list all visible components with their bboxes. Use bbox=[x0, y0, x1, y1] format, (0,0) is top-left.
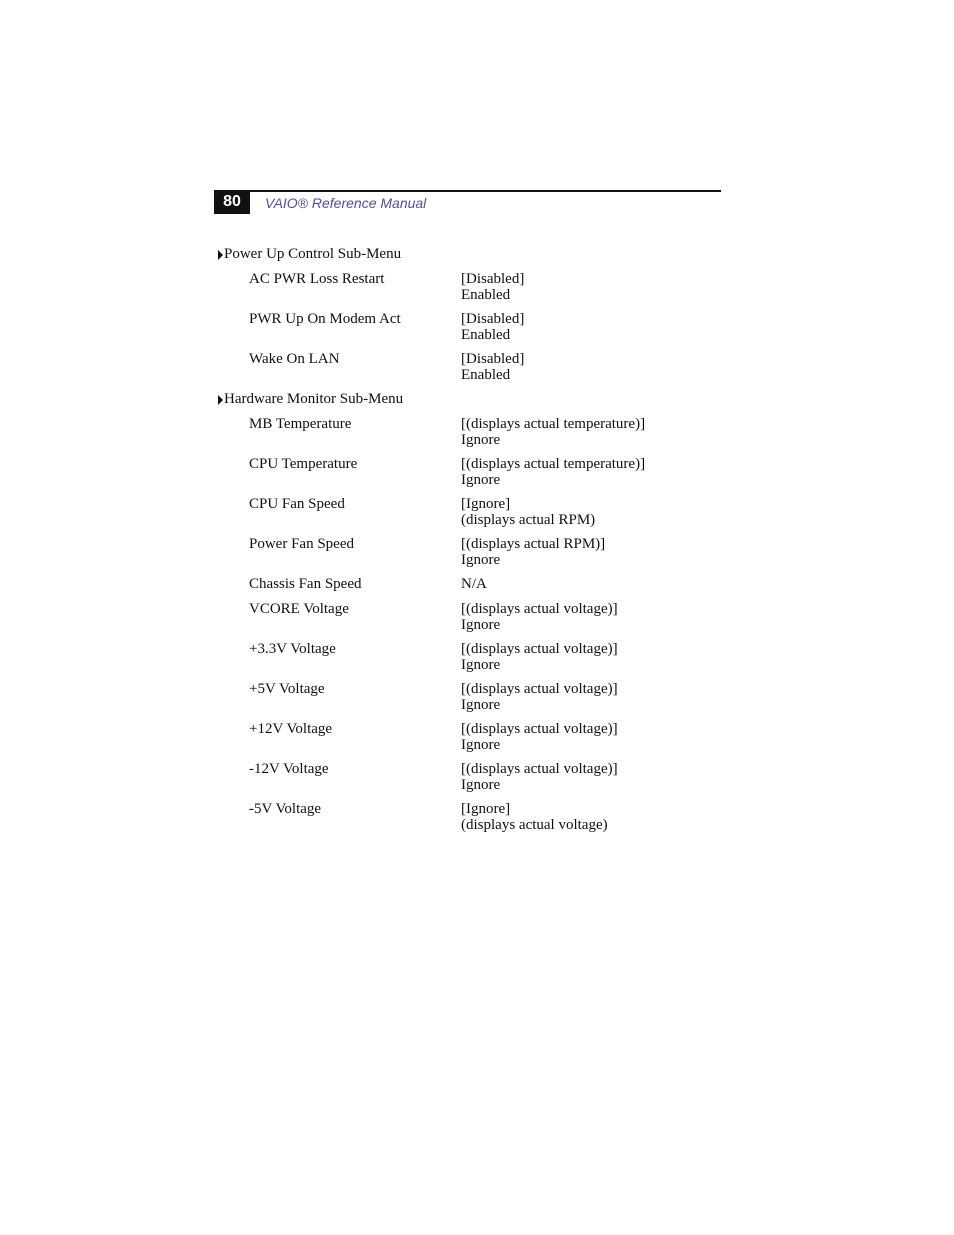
setting-label: -12V Voltage bbox=[249, 761, 329, 777]
setting-options bbox=[461, 456, 738, 488]
setting-label: +5V Voltage bbox=[249, 681, 325, 697]
setting-row bbox=[249, 641, 738, 673]
setting-label: Power Fan Speed bbox=[249, 536, 354, 552]
setting-option: [(displays actual temperature)] bbox=[461, 416, 646, 432]
setting-label: PWR Up On Modem Act bbox=[249, 311, 401, 327]
setting-label: AC PWR Loss Restart bbox=[249, 271, 385, 287]
setting-option: Ignore bbox=[461, 697, 501, 713]
setting-option: Ignore bbox=[461, 617, 501, 633]
setting-option: [(displays actual voltage)] bbox=[461, 641, 618, 657]
setting-row bbox=[249, 721, 738, 753]
setting-option: N/A bbox=[461, 576, 487, 592]
menu-content bbox=[218, 246, 738, 841]
setting-label: +3.3V Voltage bbox=[249, 641, 336, 657]
setting-option: [Disabled] bbox=[461, 271, 525, 287]
triangle-bullet-icon bbox=[218, 395, 223, 405]
setting-options bbox=[461, 641, 738, 673]
setting-option: [Disabled] bbox=[461, 311, 525, 327]
setting-options bbox=[461, 351, 738, 383]
setting-option: Ignore bbox=[461, 737, 501, 753]
setting-option: [(displays actual voltage)] bbox=[461, 761, 618, 777]
setting-row bbox=[249, 601, 738, 633]
setting-row bbox=[249, 681, 738, 713]
setting-option: Ignore bbox=[461, 777, 501, 793]
setting-row bbox=[249, 801, 738, 833]
setting-row bbox=[249, 351, 738, 383]
setting-option: Ignore bbox=[461, 657, 501, 673]
section-title: Power Up Control Sub-Menu bbox=[224, 246, 402, 262]
setting-option: [(displays actual temperature)] bbox=[461, 456, 646, 472]
setting-label: -5V Voltage bbox=[249, 801, 322, 817]
setting-options bbox=[461, 271, 738, 303]
section-heading bbox=[218, 391, 738, 407]
manual-title: VAIO® Reference Manual bbox=[265, 195, 427, 211]
setting-options bbox=[461, 416, 738, 448]
setting-option: Enabled bbox=[461, 327, 511, 343]
setting-option: Ignore bbox=[461, 432, 501, 448]
setting-options bbox=[461, 536, 738, 568]
setting-row bbox=[249, 536, 738, 568]
setting-label: VCORE Voltage bbox=[249, 601, 349, 617]
page-number: 80 bbox=[214, 190, 250, 214]
section-title: Hardware Monitor Sub-Menu bbox=[224, 391, 404, 407]
setting-option: [(displays actual voltage)] bbox=[461, 601, 618, 617]
setting-options bbox=[461, 801, 738, 833]
setting-option: (displays actual voltage) bbox=[461, 817, 608, 833]
setting-option: [(displays actual voltage)] bbox=[461, 681, 618, 697]
setting-label: CPU Fan Speed bbox=[249, 496, 345, 512]
setting-options bbox=[461, 721, 738, 753]
setting-option: [Disabled] bbox=[461, 351, 525, 367]
setting-option: Enabled bbox=[461, 367, 511, 383]
setting-label: MB Temperature bbox=[249, 416, 352, 432]
setting-label: Chassis Fan Speed bbox=[249, 576, 362, 592]
setting-row bbox=[249, 416, 738, 448]
setting-options bbox=[461, 761, 738, 793]
setting-options bbox=[461, 681, 738, 713]
setting-row bbox=[249, 761, 738, 793]
setting-option: [(displays actual RPM)] bbox=[461, 536, 606, 552]
setting-row bbox=[249, 576, 738, 592]
setting-option: Ignore bbox=[461, 472, 501, 488]
section-heading bbox=[218, 246, 738, 262]
setting-option: Ignore bbox=[461, 552, 501, 568]
triangle-bullet-icon bbox=[218, 250, 223, 260]
setting-options bbox=[461, 601, 738, 633]
setting-options bbox=[461, 311, 738, 343]
setting-option: [Ignore] bbox=[461, 801, 511, 817]
setting-label: Wake On LAN bbox=[249, 351, 340, 367]
setting-options bbox=[461, 496, 738, 528]
setting-option: [(displays actual voltage)] bbox=[461, 721, 618, 737]
setting-row bbox=[249, 271, 738, 303]
setting-label: CPU Temperature bbox=[249, 456, 358, 472]
setting-options bbox=[461, 576, 738, 592]
setting-row bbox=[249, 311, 738, 343]
setting-label: +12V Voltage bbox=[249, 721, 333, 737]
setting-option: [Ignore] bbox=[461, 496, 511, 512]
setting-row bbox=[249, 496, 738, 528]
header-rule bbox=[214, 190, 721, 192]
setting-option: Enabled bbox=[461, 287, 511, 303]
setting-row bbox=[249, 456, 738, 488]
setting-option: (displays actual RPM) bbox=[461, 512, 596, 528]
